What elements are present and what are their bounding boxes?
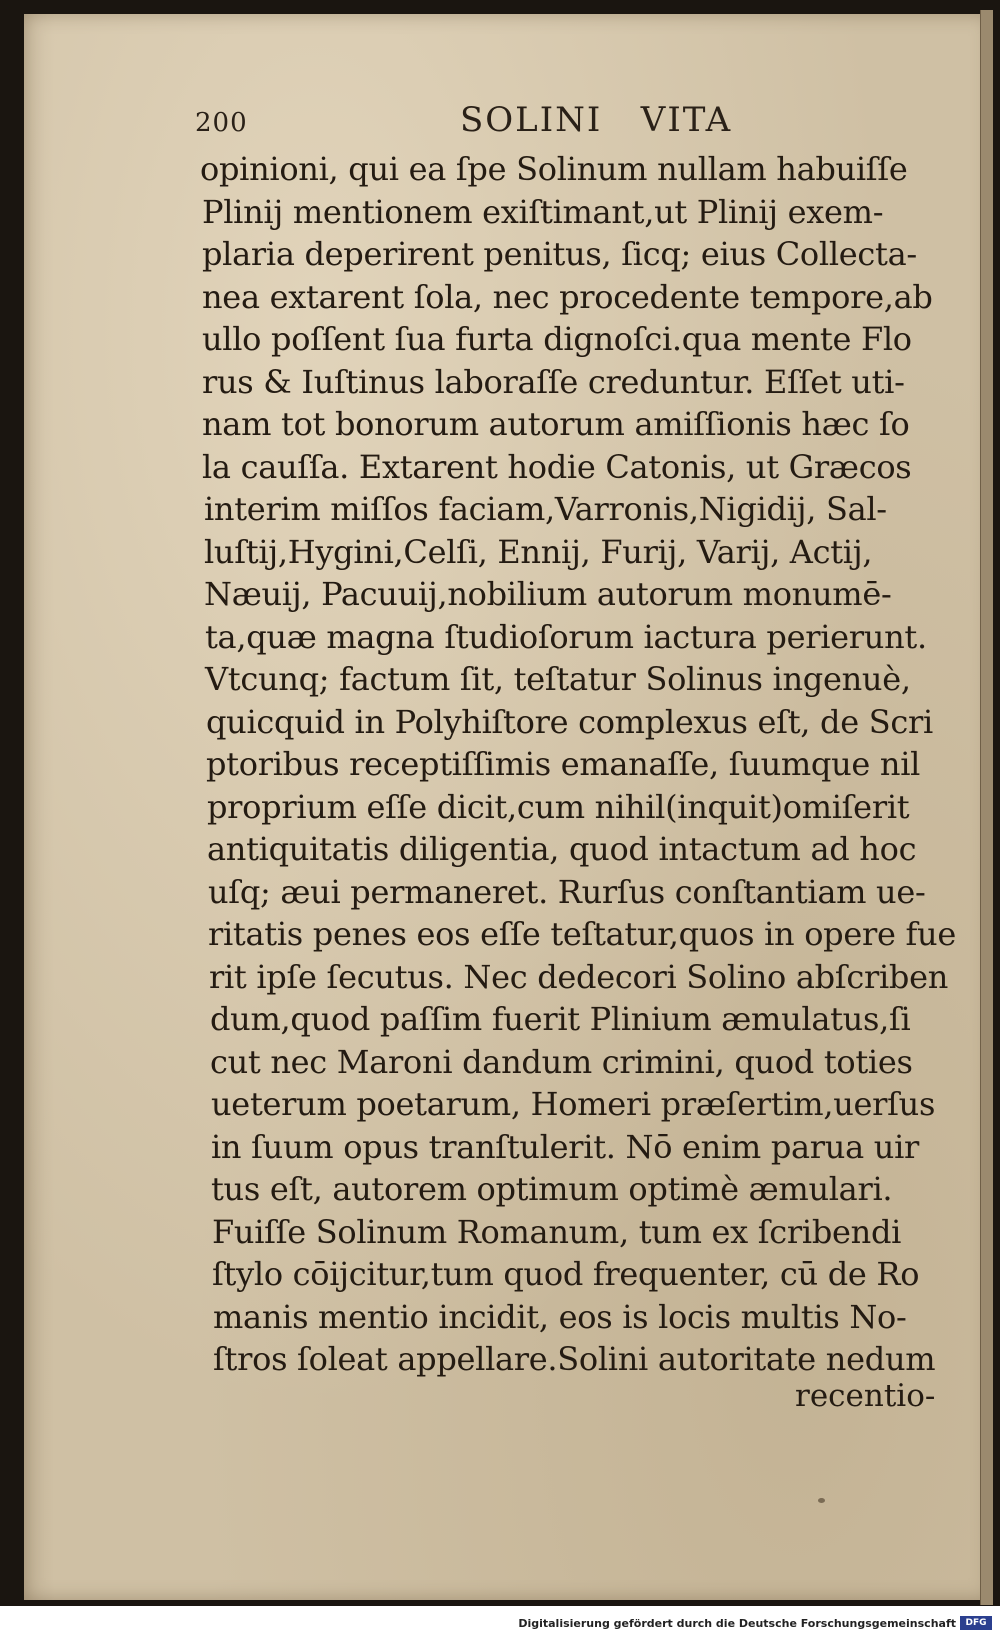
funding-credit: Digitalisierung gefördert durch die Deutsche Forschungsgemeinschaft <box>518 1617 956 1630</box>
text-line: ullo poſſent ſua furta dignoſci.qua mente Flo <box>202 320 912 358</box>
text-line: Næuij, Pacuuij,nobilium autorum monumē- <box>204 575 892 613</box>
text-line: nea extarent ſola, nec procedente tempore,ab <box>202 277 933 316</box>
text-line: uſq; æui permaneret. Rurſus conſtantiam ue- <box>208 872 926 911</box>
catchword: recentio- <box>795 1378 936 1414</box>
running-title: SOLINI VITA <box>460 100 733 140</box>
text-line: Plinij mentionem exiſtimant,ut Plinij exem- <box>202 192 884 231</box>
text-line: interim miſſos faciam,Varronis,Nigidij, Sal- <box>204 490 887 528</box>
text-line: dum,quod paſſim fuerit Plinium æmulatus,ſi <box>210 1000 911 1038</box>
text-line: ueterum poetarum, Homeri præſertim,uerſus <box>211 1085 936 1123</box>
text-line: ſtylo cōijcitur,tum quod frequenter, cū de Ro <box>212 1255 920 1293</box>
text-line: antiquitatis diligentia, quod intactum ad hoc <box>207 830 917 868</box>
text-line: quicquid in Polyhiſtore complexus eſt, de Scri <box>206 702 933 741</box>
text-line: Fuiſſe Solinum Romanum, tum ex ſcribendi <box>212 1212 902 1251</box>
body-text <box>200 148 957 1381</box>
text-line: Vtcunq; factum ſit, teſtatur Solinus ingenuè, <box>205 660 911 698</box>
text-line: ptoribus receptiſſimis emanaſſe, ſuumque nil <box>206 745 921 783</box>
text-line: opinioni, qui ea ſpe Solinum nullam habuiſſe <box>200 150 908 188</box>
dfg-logo-icon: DFG <box>960 1616 992 1630</box>
text-line: ritatis penes eos eſſe teſtatur,quos in opere fue <box>208 915 957 953</box>
text-line: rit ipſe ſecutus. Nec dedecori Solino abſcriben <box>209 957 949 996</box>
ink-speck <box>818 1498 825 1503</box>
footer-bar <box>0 1606 1000 1641</box>
page-edge <box>980 10 993 1605</box>
text-line: tus eſt, autorem optimum optimè æmulari. <box>211 1170 893 1208</box>
text-line: ſtros ſoleat appellare.Solini autoritate nedum <box>213 1340 936 1378</box>
text-line: nam tot bonorum autorum amiſſionis hæc ſo <box>202 405 910 443</box>
text-line: ta,quæ magna ſtudioſorum iactura perierunt. <box>205 617 927 656</box>
text-line: manis mentio incidit, eos is locis multis No- <box>213 1297 907 1336</box>
text-line: rus & Iuſtinus laboraſſe creduntur. Eſſet uti- <box>202 362 905 401</box>
text-line: plaria deperirent penitus, ſicq; eius Collecta- <box>202 235 917 273</box>
page-number: 200 <box>195 108 248 138</box>
text-line: in ſuum opus tranſtulerit. Nō enim parua uir <box>211 1127 920 1166</box>
text-line: la cauſſa. Extarent hodie Catonis, ut Græcos <box>202 447 912 486</box>
text-line: proprium eſſe dicit,cum nihil(inquit)omiſerit <box>207 787 910 826</box>
text-line: cut nec Maroni dandum crimini, quod toties <box>210 1042 913 1081</box>
running-head <box>195 100 733 146</box>
text-line: luſtij,Hygini,Celſi, Ennij, Furij, Varij, Actij, <box>204 532 873 571</box>
